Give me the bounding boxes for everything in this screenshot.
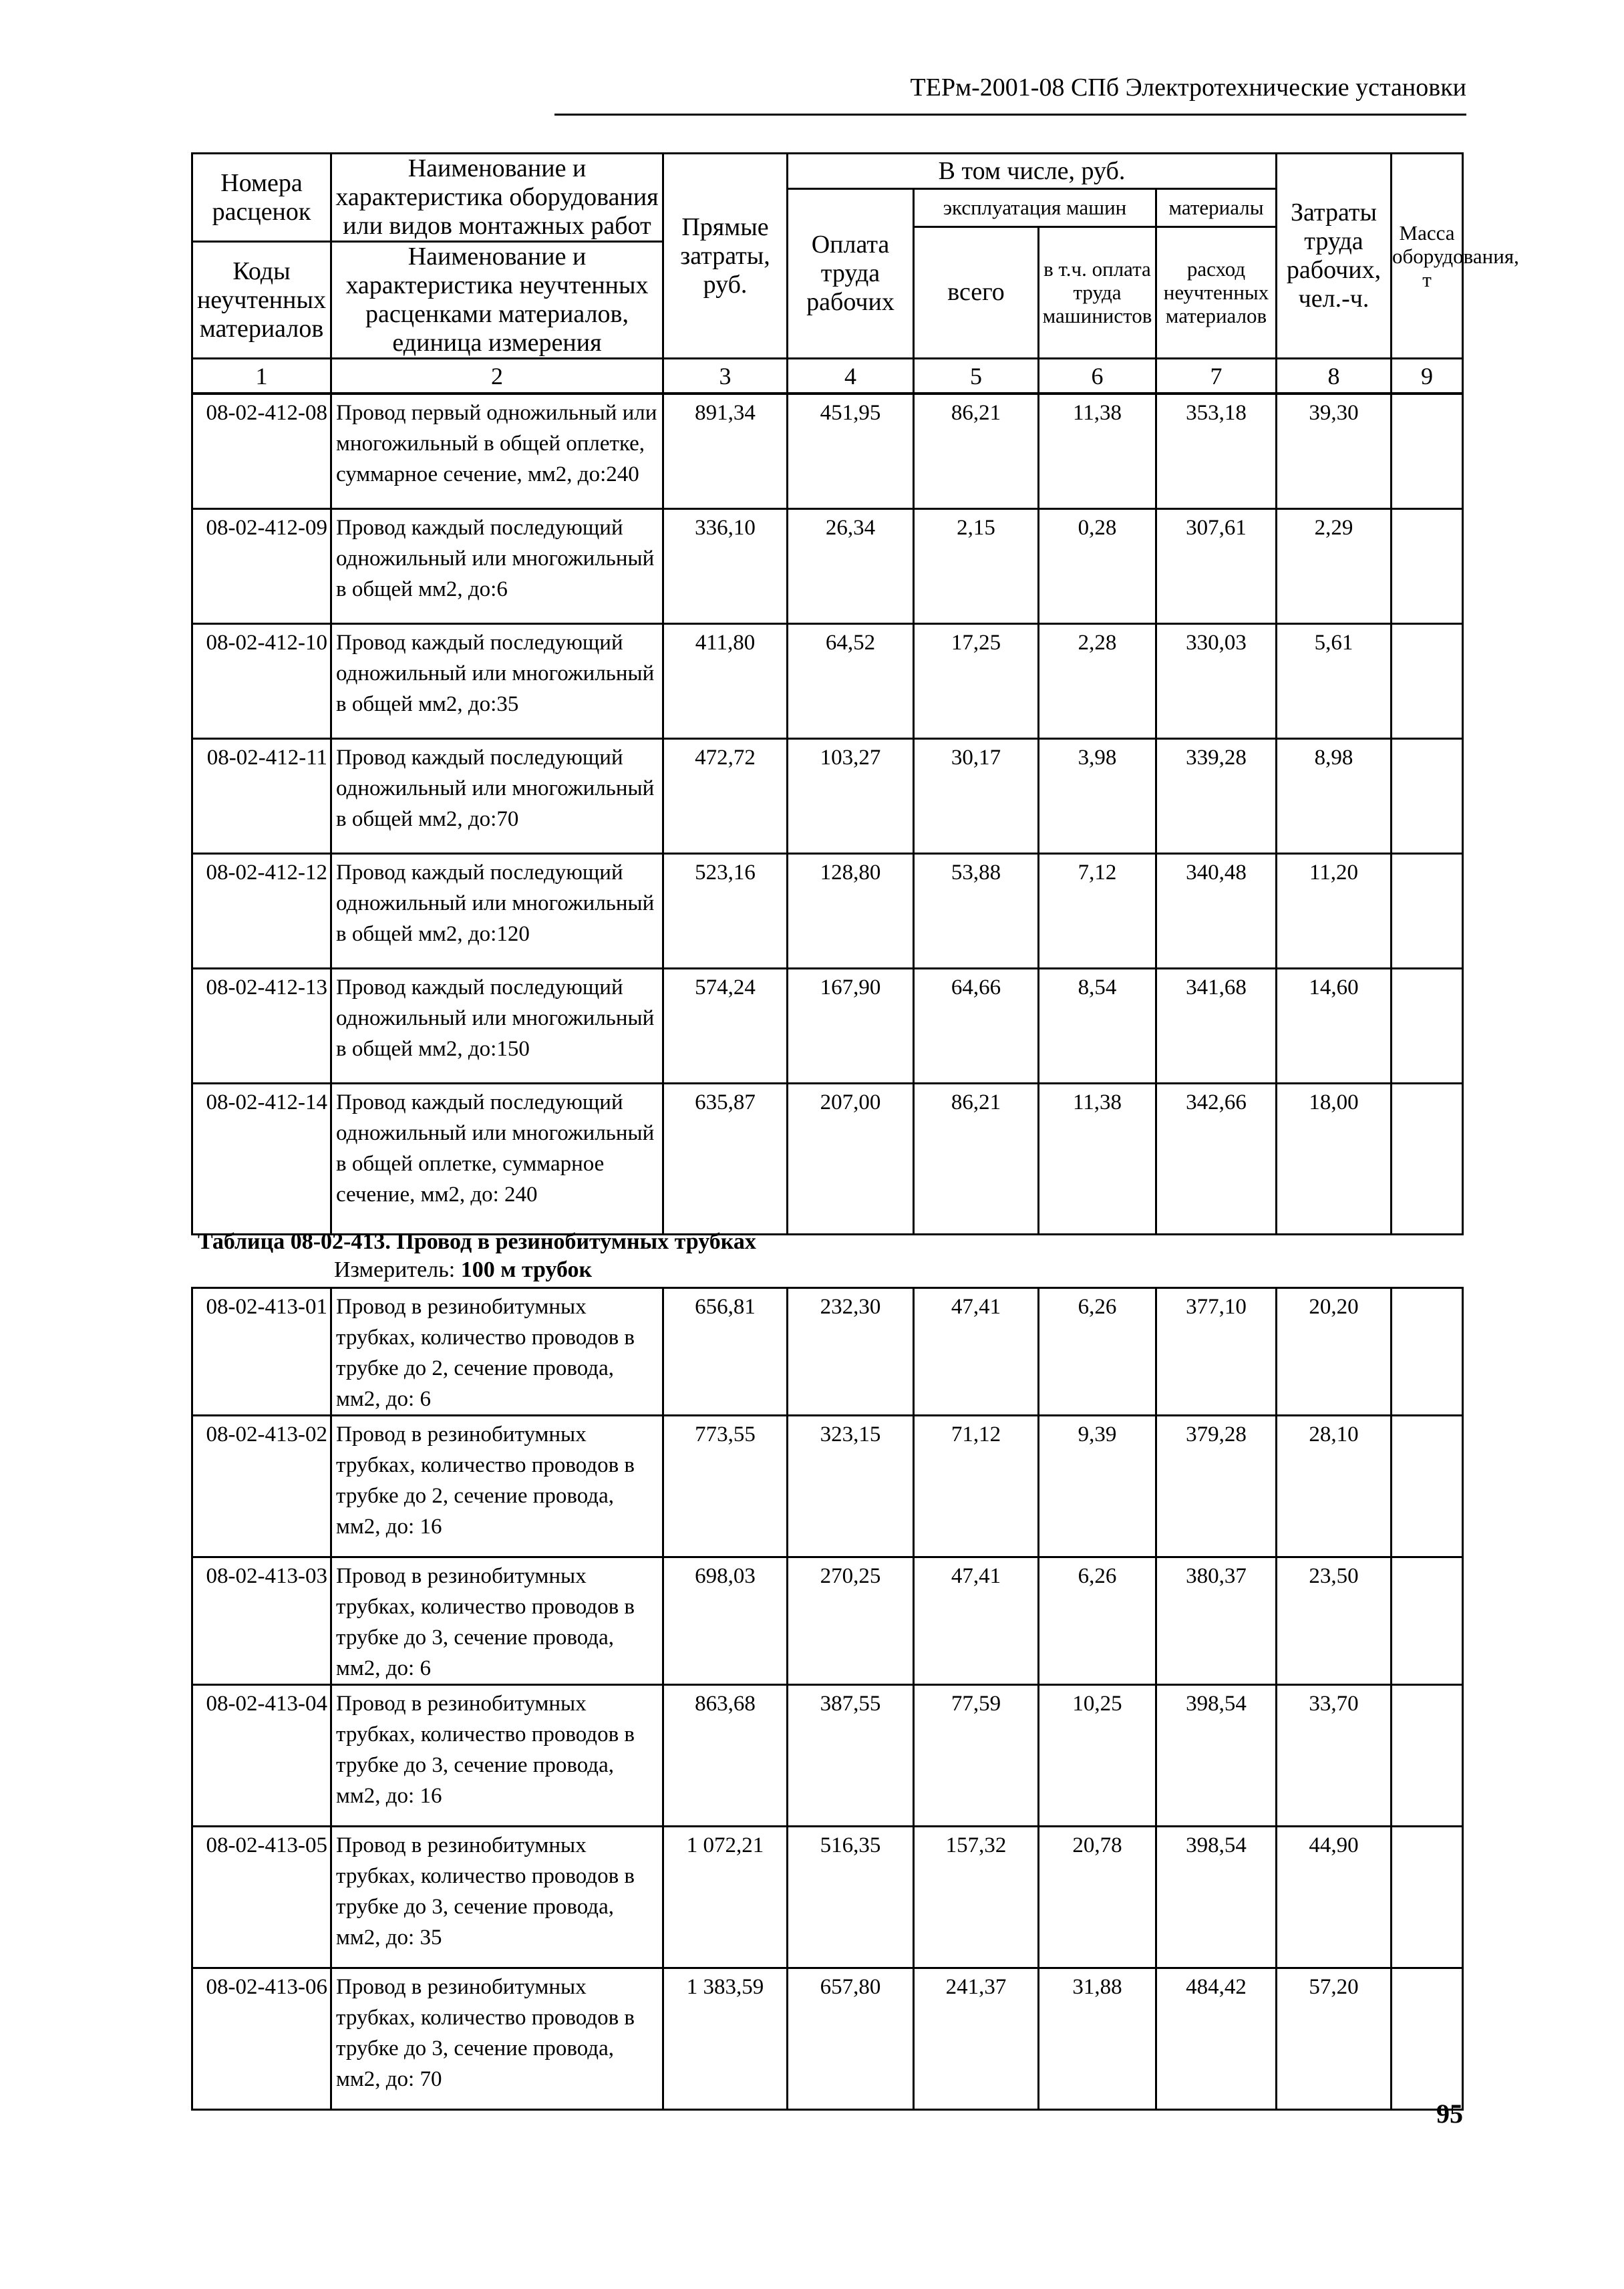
rate-description: Провод в резинобитумных трубках, количество проводов в трубке до 3, сечение провода, мм2, до: 35 [331,1827,663,1968]
col-number: 2 [331,359,663,394]
rate-code: 08-02-413-06 [192,1968,331,2110]
column-header-table [191,152,1519,394]
direct-cost: 472,72 [663,739,788,854]
col-header-name-bottom: Наименование и характеристика неучтенных расценками материалов, единица измерения [331,242,663,359]
labor-hours: 39,30 [1277,394,1392,509]
equipment-mass [1392,1557,1463,1685]
rate-code: 08-02-413-03 [192,1557,331,1685]
materials-cost: 341,68 [1156,969,1277,1084]
labor-hours: 33,70 [1277,1685,1392,1827]
machine-operator-cost: 6,26 [1039,1557,1156,1685]
labor-hours: 44,90 [1277,1827,1392,1968]
rate-code: 08-02-412-11 [192,739,331,854]
direct-cost: 635,87 [663,1084,788,1235]
materials-cost: 379,28 [1156,1416,1277,1557]
machine-cost: 241,37 [914,1968,1039,2110]
materials-cost: 484,42 [1156,1968,1277,2110]
rate-description: Провод каждый последующий одножильный или многожильный в общей оплетке, суммарное сечение, мм2, до: 240 [331,1084,663,1235]
machine-operator-cost: 31,88 [1039,1968,1156,2110]
rate-code: 08-02-412-08 [192,394,331,509]
materials-cost: 398,54 [1156,1685,1277,1827]
labor-cost: 26,34 [788,509,914,624]
col-number: 4 [788,359,914,394]
machine-cost: 64,66 [914,969,1039,1084]
equipment-mass [1392,1084,1463,1235]
table-row [192,1827,1463,1968]
rate-code: 08-02-413-02 [192,1416,331,1557]
machine-cost: 77,59 [914,1685,1039,1827]
machine-operator-cost: 11,38 [1039,394,1156,509]
materials-cost: 342,66 [1156,1084,1277,1235]
direct-cost: 574,24 [663,969,788,1084]
machine-operator-cost: 7,12 [1039,854,1156,969]
equipment-mass [1392,394,1463,509]
direct-cost: 336,10 [663,509,788,624]
labor-hours: 5,61 [1277,624,1392,739]
machine-operator-cost: 10,25 [1039,1685,1156,1827]
col-header-including: В том числе, руб. [788,154,1277,189]
labor-cost: 167,90 [788,969,914,1084]
table-row [192,969,1463,1084]
rate-code: 08-02-412-10 [192,624,331,739]
measure-label: Измеритель: [334,1257,456,1282]
machine-cost: 30,17 [914,739,1039,854]
labor-hours: 14,60 [1277,969,1392,1084]
col-number: 9 [1392,359,1463,394]
rate-description: Провод в резинобитумных трубках, количество проводов в трубке до 3, сечение провода, мм2, до: 6 [331,1557,663,1685]
col-header-machines-total: всего [914,226,1039,359]
machine-operator-cost: 0,28 [1039,509,1156,624]
table-row [192,739,1463,854]
equipment-mass [1392,1968,1463,2110]
direct-cost: 1 072,21 [663,1827,788,1968]
col-number: 1 [192,359,331,394]
labor-cost: 270,25 [788,1557,914,1685]
equipment-mass [1392,509,1463,624]
col-header-labor-hours: Затраты труда рабочих, чел.-ч. [1277,154,1392,359]
table-row [192,1685,1463,1827]
direct-cost: 891,34 [663,394,788,509]
col-header-codes-top: Номера расценок [192,154,331,242]
col-header-codes-bottom: Коды неучтенных материалов [192,242,331,359]
rate-code: 08-02-412-13 [192,969,331,1084]
equipment-mass [1392,1685,1463,1827]
machine-cost: 17,25 [914,624,1039,739]
labor-cost: 232,30 [788,1288,914,1416]
labor-cost: 207,00 [788,1084,914,1235]
table-row [192,624,1463,739]
labor-cost: 451,95 [788,394,914,509]
col-number: 5 [914,359,1039,394]
col-header-materials-unaccounted: расход неучтенных материалов [1156,226,1277,359]
machine-operator-cost: 8,54 [1039,969,1156,1084]
rate-description: Провод каждый последующий одножильный или многожильный в общей мм2, до:120 [331,854,663,969]
labor-hours: 23,50 [1277,1557,1392,1685]
rates-table-413 [191,1287,1464,2111]
materials-cost: 353,18 [1156,394,1277,509]
col-header-labor: Оплата труда рабочих [788,189,914,359]
equipment-mass [1392,624,1463,739]
machine-operator-cost: 3,98 [1039,739,1156,854]
machine-cost: 71,12 [914,1416,1039,1557]
measure-value: 100 м трубок [460,1257,593,1282]
equipment-mass [1392,1288,1463,1416]
rate-description: Провод в резинобитумных трубках, количество проводов в трубке до 3, сечение провода, мм2, до: 16 [331,1685,663,1827]
page-number: 95 [1436,2099,1463,2129]
rate-description: Провод каждый последующий одножильный или многожильный в общей мм2, до:6 [331,509,663,624]
materials-cost: 377,10 [1156,1288,1277,1416]
table-row [192,509,1463,624]
col-header-mass: Масса оборудования, т [1392,154,1463,359]
labor-cost: 657,80 [788,1968,914,2110]
equipment-mass [1392,969,1463,1084]
rate-description: Провод в резинобитумных трубках, количество проводов в трубке до 2, сечение провода, мм2, до: 16 [331,1416,663,1557]
table-row [192,394,1463,509]
equipment-mass [1392,854,1463,969]
machine-cost: 47,41 [914,1288,1039,1416]
materials-cost: 380,37 [1156,1557,1277,1685]
rate-description: Провод каждый последующий одножильный или многожильный в общей мм2, до:150 [331,969,663,1084]
rate-code: 08-02-413-05 [192,1827,331,1968]
labor-cost: 387,55 [788,1685,914,1827]
labor-hours: 18,00 [1277,1084,1392,1235]
col-number: 6 [1039,359,1156,394]
labor-hours: 8,98 [1277,739,1392,854]
table-caption: Таблица 08-02-413. Провод в резинобитумных трубках [198,1229,756,1254]
materials-cost: 340,48 [1156,854,1277,969]
machine-operator-cost: 20,78 [1039,1827,1156,1968]
table-row [192,1288,1463,1416]
materials-cost: 307,61 [1156,509,1277,624]
machine-cost: 157,32 [914,1827,1039,1968]
rate-description: Провод в резинобитумных трубках, количество проводов в трубке до 2, сечение провода, мм2, до: 6 [331,1288,663,1416]
machine-cost: 53,88 [914,854,1039,969]
machine-operator-cost: 9,39 [1039,1416,1156,1557]
running-header: ТЕРм-2001-08 СПб Электротехнические установки [910,73,1466,102]
rate-code: 08-02-412-09 [192,509,331,624]
rate-description: Провод каждый последующий одножильный или многожильный в общей мм2, до:70 [331,739,663,854]
equipment-mass [1392,1827,1463,1968]
col-header-machines: эксплуатация машин [914,189,1156,227]
machine-cost: 86,21 [914,394,1039,509]
direct-cost: 656,81 [663,1288,788,1416]
table-row [192,1968,1463,2110]
equipment-mass [1392,1416,1463,1557]
table-row [192,854,1463,969]
col-number: 3 [663,359,788,394]
rate-description: Провод первый одножильный или многожильный в общей оплетке, суммарное сечение, мм2, до:240 [331,394,663,509]
materials-cost: 339,28 [1156,739,1277,854]
materials-cost: 330,03 [1156,624,1277,739]
direct-cost: 698,03 [663,1557,788,1685]
labor-hours: 57,20 [1277,1968,1392,2110]
machine-cost: 47,41 [914,1557,1039,1685]
col-header-materials: материалы [1156,189,1277,227]
equipment-mass [1392,739,1463,854]
machine-cost: 86,21 [914,1084,1039,1235]
machine-operator-cost: 11,38 [1039,1084,1156,1235]
table-row [192,1416,1463,1557]
labor-hours: 20,20 [1277,1288,1392,1416]
rate-code: 08-02-413-01 [192,1288,331,1416]
col-header-machines-labor: в т.ч. оплата труда машинистов [1039,226,1156,359]
rate-description: Провод в резинобитумных трубках, количество проводов в трубке до 3, сечение провода, мм2, до: 70 [331,1968,663,2110]
rate-code: 08-02-412-14 [192,1084,331,1235]
labor-cost: 323,15 [788,1416,914,1557]
col-number: 8 [1277,359,1392,394]
table-row [192,1557,1463,1685]
labor-cost: 64,52 [788,624,914,739]
direct-cost: 863,68 [663,1685,788,1827]
labor-cost: 103,27 [788,739,914,854]
labor-hours: 11,20 [1277,854,1392,969]
rate-description: Провод каждый последующий одножильный или многожильный в общей мм2, до:35 [331,624,663,739]
header-rule [554,114,1466,116]
col-number: 7 [1156,359,1277,394]
rate-code: 08-02-413-04 [192,1685,331,1827]
labor-cost: 516,35 [788,1827,914,1968]
labor-cost: 128,80 [788,854,914,969]
machine-operator-cost: 6,26 [1039,1288,1156,1416]
measure-line [334,1255,592,1285]
col-header-name-top: Наименование и характеристика оборудования или видов монтажных работ [331,154,663,242]
direct-cost: 523,16 [663,854,788,969]
col-header-direct: Прямые затраты, руб. [663,154,788,359]
materials-cost: 398,54 [1156,1827,1277,1968]
machine-cost: 2,15 [914,509,1039,624]
direct-cost: 411,80 [663,624,788,739]
rate-code: 08-02-412-12 [192,854,331,969]
direct-cost: 1 383,59 [663,1968,788,2110]
table-row [192,1084,1463,1235]
labor-hours: 2,29 [1277,509,1392,624]
direct-cost: 773,55 [663,1416,788,1557]
machine-operator-cost: 2,28 [1039,624,1156,739]
labor-hours: 28,10 [1277,1416,1392,1557]
rates-table-412 [191,393,1464,1235]
